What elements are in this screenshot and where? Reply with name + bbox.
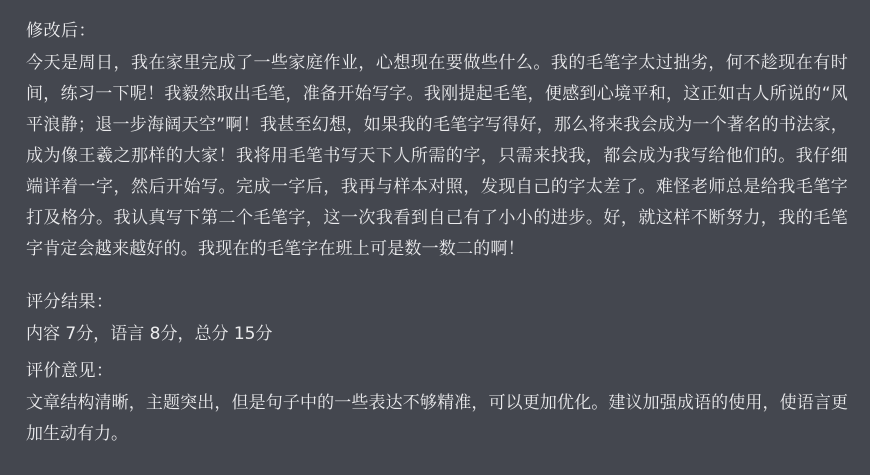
comment-section-label: 评价意见： bbox=[26, 361, 114, 381]
spacer-after-essay bbox=[26, 265, 848, 287]
score-section-label: 评分结果： bbox=[26, 292, 114, 312]
score-value-text: 内容 7分，语言 8分，总分 15分 bbox=[26, 324, 273, 344]
revised-section-label: 修改后： bbox=[26, 21, 96, 41]
revised-essay-text: 今天是周日，我在家里完成了一些家庭作业，心想现在要做些什么。我的毛笔字太过拙劣，何不趁现在有时间，练习一下呢！我毅然取出毛笔，准备开始写字。我刚提起毛笔，便感到心境平和，这正如古人所说的“风平浪静；退一步海阔天空”啊！我甚至幻想，如果我的毛笔字写得好，那么将来我会成为一个著名的书法家，成为像王羲之那样的大家！我将用毛笔书写天下人所需的字，只需来找我，都会成为我写给他们的。我仔细端详着一字，然后开始写。完成一字后，我再与样本对照，发现自己的字太差了。难怪老师总是给我毛笔字打及格分。我认真写下第二个毛笔字，这一次我看到自己有了小小的进步。好，就这样不断努力，我的毛笔字肯定会越来越好的。我现在的毛笔字在班上可是数一数二的啊！ bbox=[26, 53, 848, 259]
comment-body-text: 文章结构清晰，主题突出，但是句子中的一些表达不够精准，可以更加优化。建议加强成语的使用，使语言更加生动有力。 bbox=[26, 393, 848, 444]
